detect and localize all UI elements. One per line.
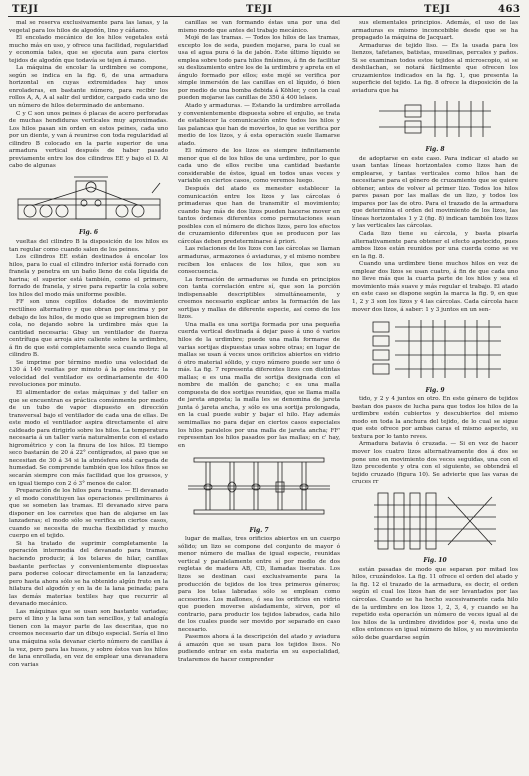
paragraph: La formación de armaduras se funda en principios con tanta correlación entre sí, que son la porción indispensable descriptibles simultáneamente, y creemos necesario explicar antes la formación de las sortijas y mallas de diferente especie, así como de los lizos. bbox=[178, 276, 340, 321]
figure-9-caption: Fig. 9 bbox=[425, 386, 445, 394]
paragraph: canillas se van formando éstas una por una del mismo modo que antes del trabajo mecánico. bbox=[178, 20, 340, 34]
paragraph: Armaduras de tejido liso. — Es la usada para los lienzos, tafetanes, batistas, muselinas, percales y paños. Si se examinan todos estos tejidos al microscopio, si se deshilachan, se notará fácilmente que ofrecen los cruzamientos indicados en la fig. 1, que presenta la superficie del tejido. La fig. 8 ofrece la disposición de la aviadura que ha bbox=[352, 42, 518, 94]
paragraph: Preparación de los hilos para trama. — El devanado y el modo constituyen las operaciones preliminares á que se someten las tramas. El devanado sirve para disponer en los carretes que han de alojarse en las lanzaderas; el modo sólo se verifica en ciertos casos, cuando se necesita de mucha flexibilidad y mucho cuerpo en el tejido. bbox=[9, 488, 168, 540]
figure-6-caption: Fig. 6 bbox=[78, 229, 99, 237]
paragraph: están pasadas de modo que separan por mitad los hilos, cruzándolos. La fig. 11 ofrece el orden del atado y la fig. 12 el trazado de la armadura, es decir, el orden según el cual los lizos han de ser levantados por las cárcolas. Cuando se ha hecho sucesivamente cada hilo de la urdimbre en los lizos 1, 2, 3, 4, y cuando se ha repetido esta operación un número de veces igual al de los hilos de la urdimbre divididos por 4, resta uno de ellos entonces en igual número de hilos, y su movimiento sólo debe guardarse según bbox=[352, 566, 518, 641]
paragraph: de adoptarse en este caso. Para indicar el atado se usan tantas líneas horizontales como lizos han de emplearse, y tantas verticales como hilos han de necesitarse para el género de cruzamiento que se quiere obtener, antes de volver al primer lizo. Todos los hilos pares pasan por las mallas de un lizo, y todos los impares por las de otro. Para el trazado de la armadura que determina el orden del movimiento de los lizos, las líneas horizontales 1 y 2 (fig. 8) indican también los lizos y las verticales las cárcolas. bbox=[352, 155, 518, 230]
paragraph: Las relaciones de los lizos con las cárcolas se llaman armaduras, armazones ó aviaduras, y el mismo nombre reciben los enlaces de los hilos, que son su consecuencia. bbox=[178, 246, 340, 276]
figure-9-drawing bbox=[365, 316, 505, 382]
figure-9 bbox=[352, 316, 518, 394]
figure-8-drawing bbox=[375, 97, 495, 141]
paragraph: Atado y armaduras. — Estando la urdimbre arrollada y convenientemente dispuesta sobre el enjulio, se trata de establecer la comunicación entre todos los hilos y las palancas que han de moverlos, lo que se verifica por medio de los lizos, y á esta operación suele llamarse atado. bbox=[178, 103, 340, 147]
figure-10-caption: Fig. 10 bbox=[423, 557, 447, 565]
figure-6-drawing bbox=[14, 173, 164, 225]
figure-7 bbox=[178, 452, 340, 534]
header-right: TEJI bbox=[424, 4, 451, 15]
column-2 bbox=[178, 20, 340, 665]
paragraph: Una malla es una sortija formada por una pequeña cuerda vertical destinada á dejar paso á uno ó varios hilos de la urdimbre; puede una malla formarse de varias sortijas dispuestas unas sobre otras; en lugar de mallas se usan á veces unos orificios abiertos en vidrio ó otro material sólido, y cuyo número puede ser uno ó más. La fig. 7 representa diferentes lizos con distintas mallas; e es una malla de sortija designada con el nombre de mallón de gancho; c es una malla compuesta de dos sortijas reunidas, que se llama malla de jareta angosta; la malla les se denomina de jareta junta ó jareta ancha, y sólo es una sortija prolongada, en la cual puede subir y bajar el hilo. Hay además semimallas no para dejar en ciertos casos especiales los hilos paralelos por una malla de jareta ancha; FF' representan los hilos pasados por las mallas; en c' hay, en bbox=[178, 321, 340, 449]
paragraph: Las máquinas que se usan son bastante variadas; pero el lino y la lana son tan sencillos, y tal analogía tienen con la mayor parte de las descritas, que no creemos necesario dar un dibujo especial. Sería el lino una máquina sola devanar cierto número de canillas á la vez, pero para las husos, y sobre éstos van los hilos de lana enrollada, en vez de emplear una devanadera con varias bbox=[9, 608, 168, 668]
page-number: 463 bbox=[498, 4, 521, 15]
paragraph: Pasemos ahora á la descripción del atado y aviadura á amazón que se usan para los tejidos lisos. No pudiendo entrar en esta materia en su especialidad, trataremos de hacer comprender bbox=[178, 634, 340, 664]
paragraph: Cuando una urdimbre tiene muchos hilos en vez de emplear dos lizos se usan cuatro, á fin de que cada uno no lleve más que la cuarta parte de los hilos y sea el movimiento más suave y más regular el trabajo. El atado en este caso se dispone según la marca la fig. 9, en que 1, 2 y 3 son los lizos y 4 las cárcolas. Cada cárcola hace mover dos lizos, á saber: 1 y 3 juntos en un sen- bbox=[352, 261, 518, 313]
column-3 bbox=[352, 20, 518, 642]
figure-7-caption: Fig. 7 bbox=[249, 526, 269, 534]
paragraph: La máquina de encolar la urdimbre se compone, según se indica en la fig. 6, de una armadura horizontal en cuyas extremidades hay unos enroladeras, en bastante número, para recibir los rollos A, A, A al salir del urdidor, cargado cada uno de un número de hilos determinado de antemano. bbox=[9, 65, 168, 110]
figure-10-drawing bbox=[370, 489, 500, 553]
paragraph: El número de los lizos es siempre infinitamente menor que el de los hilos de una urdimbre, por lo que cada uno de ellos recibe una cantidad bastante considerable de éstos, igual en todos unas veces y variable en ciertos casos, como veremos luego. bbox=[178, 148, 340, 185]
figure-7-drawing bbox=[184, 452, 334, 522]
paragraph: Los cilindros EE están destinados á encolar los hilos, para lo cual el cilindro inferior está forrado con franela y penetra en un baño lleno de cola líquida de harina; el superior está también, como el primero, forrado de franela, y sirve para repartir la cola sobre los hilos del modo más uniforme posible. bbox=[9, 254, 168, 298]
paragraph: mal se reserva exclusivamente para las lanas, y la vegetal para los hilos de algodón, lino y cáñamo. bbox=[9, 20, 168, 34]
paragraph: Después del atado es menester establecer la comunicación entre los lizos y las cárcolas ó primaderas que han de transmitir el movimiento; cuando hay más de dos lizos pueden hacerse mover en tantos órdenes diferentes como permutaciones sean posibles con el número de dichos lizos, pero los efectos de cruzamiento diferentes que se producen por las cárcolas deben predeterminarse á priori. bbox=[178, 186, 340, 245]
paragraph: El encolado mecánico de los hilos vegetales está mucho más en uso, y ofrece una facilidad, regularidad y economía tales, que se ejecuta aun para ciertos tejidos de algodón que todavía se tejen á mano. bbox=[9, 35, 168, 64]
paragraph: tido, y 2 y 4 juntos en otro. En este género de tejidos bastan dos pasos de lucha para que todos los hilos de la urdimbre estén cubiertos y descubiertos del mismo modo en toda la anchura del tejido, de lo cual se sigue que este ofrece por ambas caras el mismo aspecto, su textura por lo tanto reves. bbox=[352, 396, 518, 440]
paragraph: Armadura batavia ó cruzada. — Si en vez de hacer mover los cuatro lizos alternativamente dos á dos se pone uno en movimiento dos veces seguidas, una con el lizo precedente y otra con el siguiente, se obtendrá el tejido cruzado (figura 10). Se advierte que las varas de cruces rr bbox=[352, 441, 518, 486]
header-left: TEJI bbox=[12, 4, 39, 15]
paragraph: FF son unos cepillos dotados de movimiento rectilíneo alternativo y que obran por encima y por debajo de los hilos, de modo que se impregnen bien de cola, no dejando sobre la urdimbre más que la cantidad necesaria: Gbay un ventilador de fuerza centrífuga que arroja aire caliente sobre la urdimbre, á fin de que esté completamente seca cuando llega al cilindro B. bbox=[9, 299, 168, 359]
paragraph: vueltas del cilindro B la disposición de los hilos es tan regular como cuando salen de los peines. bbox=[9, 239, 168, 253]
paragraph: El alimentador de estas máquinas y del taller en que se encuentran es práctica comúnmente por medio de un tubo de vapor dispuesto en dirección transversal bajo el ventilador de cada una de ellas. De este modo el ventilador aspira directamente el aire caldeado para dirigirlo sobre los hilos. La temperatura necesaria á un taller varía naturalmente con el estado higrométrico y con la finura de los hilos. El tiempo seco bastarán de 20 á 22° centígrados, al paso que se necesitan de 30 á 34 si la atmósfera está cargada de humedad. Se comprende también que los hilos finos se secarán siempre con más facilidad que los gruesos, y en igual tiempo con 2 ó 3° menos de calor. bbox=[9, 389, 168, 487]
paragraph: Cada lizo tiene su cárcola, y basta pisarla alternativamente para obtener el efecto apetecido, pues ambos lizos están reunidos por una cuerda como se ve en la fig. 8. bbox=[352, 231, 518, 260]
figure-10 bbox=[352, 489, 518, 565]
paragraph: Mojé de las tramas. — Todos los hilos de las tramas, excepto los de seda, pueden mojarse, para lo cual se usa el agua pura ó la de jabón. Este último líquido se emplea sobre todo para hilos finísimos, á fin de facilitar su deslizamiento entre los de la urdimbre y apreta en el ángulo formado por ellos; este mojé se verifica por simple inmersión de las canillas en el líquido, ó bien por medio de una bomba debida á Köhler, y con la cual pueden mojarse las canillas de 350 á 400 lelaes. bbox=[178, 35, 340, 102]
figure-8 bbox=[352, 97, 518, 153]
paragraph: sus elementales principios. Además, el uso de las armaduras es mismo inconcebible desde que se ha propagado la máquina de Jacquart. bbox=[352, 20, 518, 42]
header-center: TEJI bbox=[246, 4, 273, 15]
column-1 bbox=[9, 20, 168, 669]
figure-6 bbox=[9, 173, 168, 237]
paragraph: lugar de mallas, tres orificios abiertos en un cuerpo sólido; un lizo se compone del conjunto de mayor ó menor número de mallas de igual especie, reunidas vertical y paralelamente entre sí por medio de dos regletas de madera AB, CD, llamadas liseratas. Los lizos se destinan casi exclusivamente para la producción de tejidos de los tres primeros géneros; para los telas labradas sólo se emplean como accesorios. Los mallones, ó sea los orificios en vidrio que pueden moverse aisladamente, sirven, por el contrario, para producir los tejidos labrados, cada hilo de los cuales puede ser movido por separado en caso necesario. bbox=[178, 536, 340, 633]
paragraph: Si ha tratado de suprimir completamente la operación intermedia del devanado para tramas, haciendo producir, á los telares de hilar, canillas bastante perfectas y convenientemente dispuestas para poderse colocar directamente en la lanzadera; pero hasta ahora sólo se ha obtenido algún fruto en la hilatura del algodón y en la de la lana peinada; para las demás materias textiles hay que recurrir al devanado mecánico. bbox=[9, 540, 168, 608]
paragraph: Se imprime por término medio una velocidad de 130 á 140 vueltas por minuto á la polea motriz: la velocidad del ventilador es ordinariamente de 400 revoluciones por minuto. bbox=[9, 359, 168, 389]
header-rule bbox=[8, 16, 520, 17]
figure-8-caption: Fig. 8 bbox=[425, 146, 445, 154]
paragraph: C y C son unos peines ó placas de acero perforadas de muchas hendiduras verticales muy aproximadas. Los hilos pasan sin orden en estos peines, cada uno por un diente, y van á reunirse con toda regularidad al cilindro B colocado en la parte superior de una armadura vertical después de haber pasado previamente entre los dos cilindros EE y bajo el D. Al cabo de algunas bbox=[9, 110, 168, 170]
